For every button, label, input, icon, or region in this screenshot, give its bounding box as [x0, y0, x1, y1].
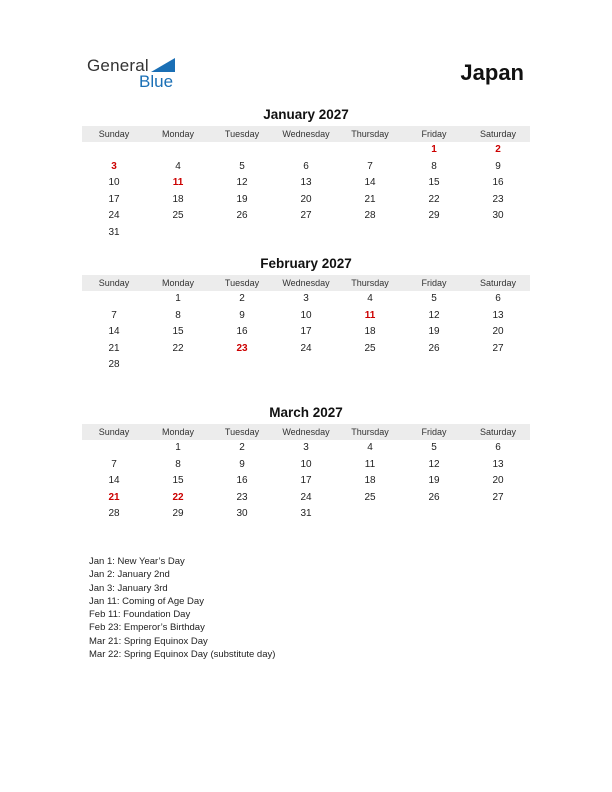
weekday-label: Wednesday	[282, 427, 330, 437]
day-cell: 10	[300, 309, 312, 321]
logo-word-general: General	[87, 56, 149, 75]
day-cell: 26	[428, 491, 440, 503]
weekday-label: Saturday	[479, 427, 517, 437]
day-cell: 9	[239, 309, 245, 321]
day-cell: 5	[239, 160, 245, 172]
day-cell: 12	[428, 309, 440, 321]
day-cell: 12	[236, 177, 248, 189]
weekday-label: Thursday	[351, 427, 389, 437]
day-cell: 7	[367, 160, 373, 172]
holiday-day-cell: 11	[172, 177, 184, 189]
day-cell: 16	[236, 326, 248, 338]
week-row	[82, 225, 530, 242]
empty-cell	[274, 225, 338, 242]
holiday-day-cell: 23	[236, 342, 248, 354]
day-cell: 15	[172, 326, 184, 338]
day-cell: 18	[172, 193, 184, 205]
weekday-label: Sunday	[98, 278, 130, 288]
weekday-label: Friday	[421, 427, 447, 437]
week-row	[82, 324, 530, 341]
day-cell: 13	[492, 309, 504, 321]
country-title: Japan	[460, 60, 524, 85]
day-cell: 23	[492, 193, 504, 205]
day-cell: 27	[492, 342, 504, 354]
holiday-item: Feb 23: Emperor’s Birthday	[89, 622, 205, 634]
day-cell: 25	[364, 342, 376, 354]
day-cell: 12	[428, 458, 440, 470]
day-cell: 8	[175, 458, 181, 470]
day-cell: 21	[364, 193, 376, 205]
holiday-day-cell: 2	[495, 144, 501, 155]
day-cell: 16	[492, 177, 504, 189]
day-cell: 10	[300, 458, 312, 470]
day-cell: 30	[236, 508, 248, 520]
day-cell: 7	[111, 309, 117, 321]
empty-cell	[466, 357, 530, 374]
day-cell: 23	[236, 491, 248, 503]
day-cell: 15	[172, 475, 184, 487]
week-row	[82, 192, 530, 209]
day-cell: 22	[428, 193, 440, 205]
day-cell: 19	[428, 475, 440, 487]
logo-triangle-icon	[151, 58, 175, 72]
empty-cell	[402, 357, 466, 374]
day-cell: 24	[108, 210, 120, 222]
holiday-day-cell: 22	[172, 491, 184, 503]
day-cell: 15	[428, 177, 440, 189]
weekday-label: Monday	[161, 427, 195, 437]
day-cell: 20	[300, 193, 312, 205]
holiday-day-cell: 1	[431, 144, 437, 155]
day-cell: 6	[303, 160, 309, 172]
weekday-header	[82, 275, 530, 291]
empty-cell	[146, 142, 210, 159]
weekday-label: Friday	[421, 278, 447, 288]
day-cell: 26	[236, 210, 248, 222]
day-cell: 14	[108, 326, 120, 338]
day-cell: 2	[239, 442, 245, 453]
week-row	[82, 341, 530, 358]
weekday-label: Wednesday	[282, 129, 330, 139]
holiday-item: Mar 21: Spring Equinox Day	[89, 635, 208, 647]
day-cell: 26	[428, 342, 440, 354]
day-cell: 4	[175, 160, 181, 172]
holiday-item: Jan 1: New Year’s Day	[89, 556, 185, 567]
weekday-label: Sunday	[98, 427, 130, 437]
day-cell: 14	[364, 177, 376, 189]
day-cell: 6	[495, 442, 501, 453]
empty-cell	[210, 225, 274, 242]
empty-cell	[210, 142, 274, 159]
weekday-label: Wednesday	[282, 278, 330, 288]
weekday-label: Sunday	[98, 129, 130, 139]
day-cell: 1	[175, 442, 181, 453]
day-cell: 20	[492, 326, 504, 338]
day-cell: 28	[108, 508, 120, 520]
day-cell: 1	[175, 293, 181, 304]
empty-cell	[402, 506, 466, 523]
holiday-list	[89, 555, 275, 661]
day-cell: 3	[303, 442, 309, 453]
empty-cell	[146, 357, 210, 374]
day-cell: 28	[108, 359, 120, 371]
empty-cell	[338, 225, 402, 242]
month-title: January 2027	[263, 107, 349, 122]
empty-cell	[210, 357, 274, 374]
day-cell: 10	[108, 177, 120, 189]
weekday-header	[82, 126, 530, 142]
week-row	[82, 142, 530, 159]
day-cell: 28	[364, 210, 376, 222]
empty-cell	[146, 225, 210, 242]
holiday-item: Jan 2: January 2nd	[89, 569, 170, 581]
day-cell: 17	[300, 475, 312, 487]
day-cell: 17	[108, 193, 120, 205]
day-cell: 7	[111, 458, 117, 470]
weekday-label: Saturday	[479, 129, 517, 139]
month-january	[82, 106, 530, 242]
weekday-label: Tuesday	[224, 278, 260, 288]
day-cell: 9	[495, 160, 501, 172]
day-cell: 2	[239, 293, 245, 304]
holiday-day-cell: 3	[111, 160, 117, 172]
day-cell: 6	[495, 293, 501, 304]
month-february	[82, 255, 530, 374]
day-cell: 14	[108, 475, 120, 487]
day-cell: 25	[364, 491, 376, 503]
week-row	[82, 490, 530, 507]
logo-word-blue: Blue	[139, 72, 174, 91]
empty-cell	[402, 225, 466, 242]
day-cell: 21	[108, 342, 120, 354]
holiday-day-cell: 21	[108, 491, 120, 503]
week-row	[82, 175, 530, 192]
empty-cell	[466, 225, 530, 242]
empty-cell	[82, 291, 146, 308]
holiday-item: Jan 11: Coming of Age Day	[89, 595, 204, 607]
weekday-label: Tuesday	[224, 427, 260, 437]
day-cell: 27	[300, 210, 312, 222]
day-cell: 30	[492, 210, 504, 222]
week-row	[82, 440, 530, 457]
week-row	[82, 308, 530, 325]
day-cell: 11	[364, 458, 376, 470]
week-row	[82, 208, 530, 225]
week-row	[82, 506, 530, 523]
empty-cell	[338, 357, 402, 374]
day-cell: 13	[300, 177, 312, 189]
day-cell: 4	[367, 442, 373, 453]
day-cell: 5	[431, 293, 437, 304]
day-cell: 18	[364, 326, 376, 338]
empty-cell	[274, 357, 338, 374]
empty-cell	[274, 142, 338, 159]
empty-cell	[338, 506, 402, 523]
day-cell: 29	[428, 210, 440, 222]
generalblue-logo	[87, 56, 187, 92]
day-cell: 13	[492, 458, 504, 470]
day-cell: 19	[428, 326, 440, 338]
day-cell: 16	[236, 475, 248, 487]
day-cell: 19	[236, 193, 248, 205]
day-cell: 27	[492, 491, 504, 503]
weekday-label: Thursday	[351, 278, 389, 288]
day-cell: 25	[172, 210, 184, 222]
week-row	[82, 473, 530, 490]
day-cell: 9	[239, 458, 245, 470]
day-cell: 29	[172, 508, 184, 520]
week-row	[82, 159, 530, 176]
holiday-item: Jan 3: January 3rd	[89, 582, 168, 594]
month-title: February 2027	[260, 256, 352, 271]
holiday-day-cell: 11	[364, 309, 376, 321]
empty-cell	[82, 142, 146, 159]
holiday-item: Mar 22: Spring Equinox Day (substitute day)	[89, 649, 276, 661]
weekday-label: Monday	[161, 129, 195, 139]
month-title: March 2027	[269, 405, 343, 420]
empty-cell	[466, 506, 530, 523]
empty-cell	[82, 440, 146, 457]
weekday-label: Thursday	[351, 129, 389, 139]
day-cell: 17	[300, 326, 312, 338]
day-cell: 31	[300, 508, 312, 520]
weekday-label: Monday	[161, 278, 195, 288]
holiday-item: Feb 11: Foundation Day	[89, 609, 191, 621]
day-cell: 31	[108, 226, 120, 238]
weekday-label: Friday	[421, 129, 447, 139]
day-cell: 24	[300, 342, 312, 354]
month-march	[82, 404, 530, 523]
day-cell: 22	[172, 342, 184, 354]
day-cell: 8	[175, 309, 181, 321]
empty-cell	[338, 142, 402, 159]
weekday-label: Saturday	[479, 278, 517, 288]
day-cell: 24	[300, 491, 312, 503]
week-row	[82, 457, 530, 474]
day-cell: 20	[492, 475, 504, 487]
weekday-label: Tuesday	[224, 129, 260, 139]
weekday-header	[82, 424, 530, 440]
day-cell: 3	[303, 293, 309, 304]
day-cell: 5	[431, 442, 437, 453]
week-row	[82, 357, 530, 374]
day-cell: 18	[364, 475, 376, 487]
day-cell: 4	[367, 293, 373, 304]
day-cell: 8	[431, 160, 437, 172]
week-row	[82, 291, 530, 308]
